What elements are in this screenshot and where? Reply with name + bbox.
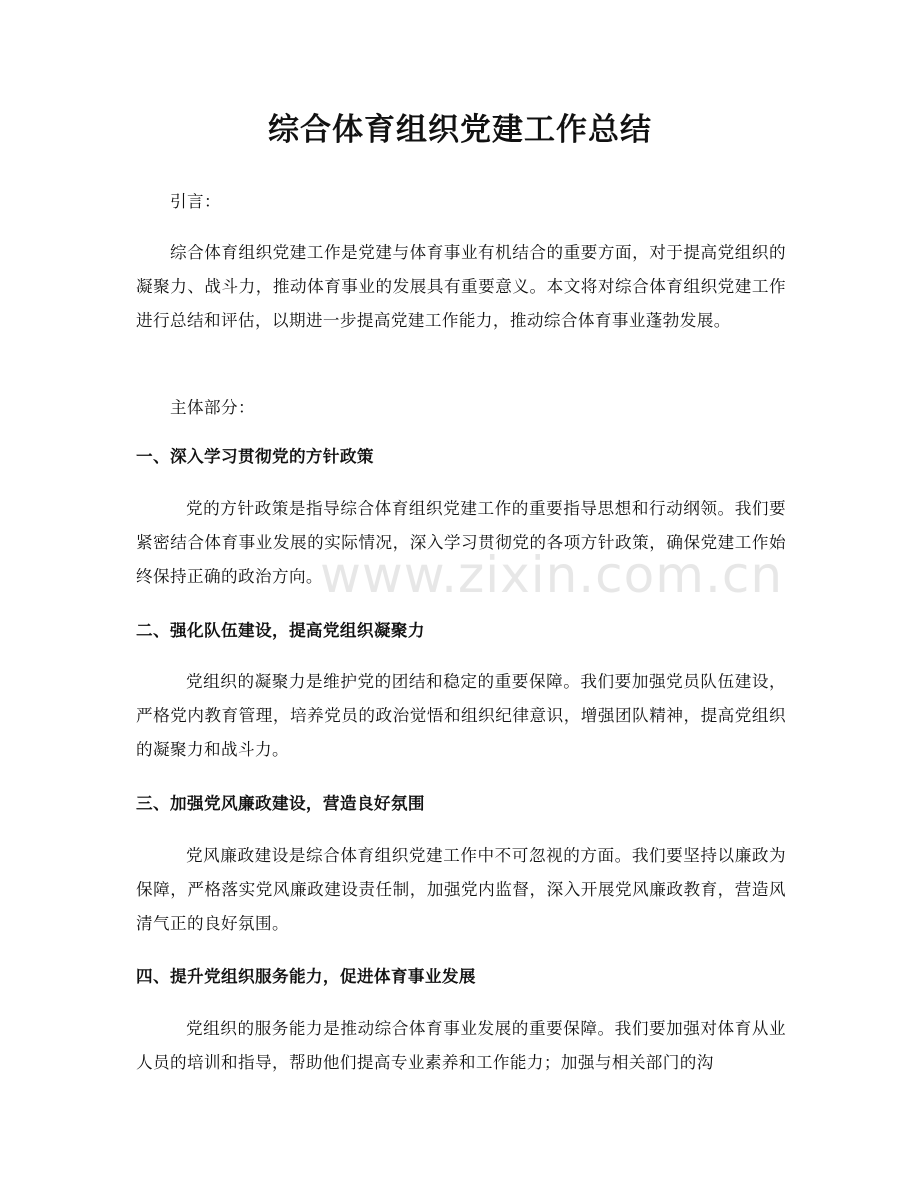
section-3-heading: 三、加强党风廉政建设，营造良好氛围 (136, 794, 425, 813)
main-label: 主体部分： (170, 398, 255, 417)
intro-paragraph: 综合体育组织党建工作是党建与体育事业有机结合的重要方面，对于提高党组织的凝聚力、战斗力，推动体育事业的发展具有重要意义。本文将对综合体育组织党建工作进行总结和评估，以期进一步提高党建工作能力，推动综合体育事业蓬勃发展。 (136, 243, 786, 330)
intro-label: 引言： (170, 192, 221, 211)
section-3-body: 党风廉政建设是综合体育组织党建工作中不可忽视的方面。我们要坚持以廉政为保障，严格落实党风廉政建设责任制，加强党内监督，深入开展党风廉政教育，营造风清气正的良好氛围。 (136, 846, 786, 933)
section-4-body: 党组织的服务能力是推动综合体育事业发展的重要保障。我们要加强对体育从业人员的培训和指导，帮助他们提高专业素养和工作能力；加强与相关部门的沟 (136, 1019, 786, 1072)
section-4-heading: 四、提升党组织服务能力，促进体育事业发展 (136, 967, 476, 986)
section-1-body: 党的方针政策是指导综合体育组织党建工作的重要指导思想和行动纲领。我们要紧密结合体育事业发展的实际情况，深入学习贯彻党的各项方针政策，确保党建工作始终保持正确的政治方向。 (136, 499, 786, 586)
section-2-heading: 二、强化队伍建设，提高党组织凝聚力 (136, 621, 425, 640)
watermark: www.zixin.com.cn (320, 546, 784, 604)
section-1-heading: 一、深入学习贯彻党的方针政策 (136, 447, 374, 466)
document-title: 综合体育组织党建工作总结 (268, 112, 652, 148)
section-2-body: 党组织的凝聚力是维护党的团结和稳定的重要保障。我们要加强党员队伍建设，严格党内教育管理，培养党员的政治觉悟和组织纪律意识，增强团队精神，提高党组织的凝聚力和战斗力。 (136, 672, 786, 759)
